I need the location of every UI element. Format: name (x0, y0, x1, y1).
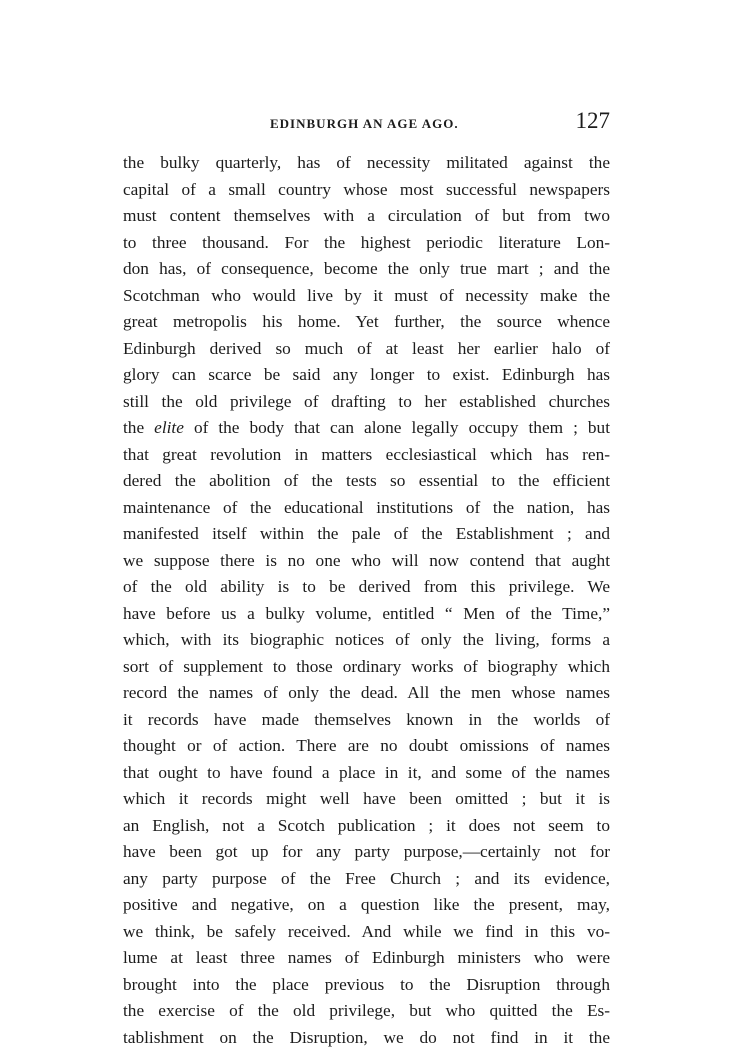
text-line-23: thought or of action. There are no doubt omissions of names (123, 733, 610, 760)
text-line-17: of the old ability is to be derived from this privilege. We (123, 574, 610, 601)
text-line-7: great metropolis his home. Yet further, the source whence (123, 309, 610, 336)
text-line-29: positive and negative, on a question like the present, may, (123, 892, 610, 919)
text-line-26: an English, not a Scotch publication ; it does not seem to (123, 813, 610, 840)
text-line-30: we think, be safely received. And while we find in this vo- (123, 919, 610, 946)
text-line-22: it records have made themselves known in the worlds of (123, 707, 610, 734)
text-line-11-start: the (123, 418, 154, 437)
text-line-6: Scotchman who would live by it must of necessity make the (123, 283, 610, 310)
text-line-32: brought into the place previous to the Disruption through (123, 972, 610, 999)
text-line-8: Edinburgh derived so much of at least her earlier halo of (123, 336, 610, 363)
text-line-21: record the names of only the dead. All the men whose names (123, 680, 610, 707)
text-line-12: that great revolution in matters ecclesiastical which has ren- (123, 442, 610, 469)
text-line-24: that ought to have found a place in it, and some of the names (123, 760, 610, 787)
text-line-27: have been got up for any party purpose,—certainly not for (123, 839, 610, 866)
text-line-31: lume at least three names of Edinburgh ministers who were (123, 945, 610, 972)
text-line-11 (123, 415, 610, 442)
text-line-3: must content themselves with a circulation of but from two (123, 203, 610, 230)
text-line-2: capital of a small country whose most successful newspapers (123, 177, 610, 204)
text-line-15: manifested itself within the pale of the Establishment ; and (123, 521, 610, 548)
text-line-20: sort of supplement to those ordinary works of biography which (123, 654, 610, 681)
body-text (123, 150, 610, 1051)
text-line-16: we suppose there is no one who will now contend that aught (123, 548, 610, 575)
text-line-33: the exercise of the old privilege, but who quitted the Es- (123, 998, 610, 1025)
text-line-11-end: of the body that can alone legally occupy them ; but (184, 418, 610, 437)
text-line-25: which it records might well have been omitted ; but it is (123, 786, 610, 813)
text-line-1: the bulky quarterly, has of necessity militated against the (123, 150, 610, 177)
running-title: EDINBURGH AN AGE AGO. (270, 116, 459, 132)
text-line-10: still the old privilege of drafting to her established churches (123, 389, 610, 416)
text-line-4: to three thousand. For the highest periodic literature Lon- (123, 230, 610, 257)
italic-word-elite: elite (154, 418, 184, 437)
page-number: 127 (576, 108, 611, 134)
text-line-34: tablishment on the Disruption, we do not find in it the (123, 1025, 610, 1051)
text-line-5: don has, of consequence, become the only true mart ; and the (123, 256, 610, 283)
page-header (270, 112, 610, 142)
text-line-14: maintenance of the educational institutions of the nation, has (123, 495, 610, 522)
text-line-18: have before us a bulky volume, entitled “ Men of the Time,” (123, 601, 610, 628)
text-line-28: any party purpose of the Free Church ; and its evidence, (123, 866, 610, 893)
text-line-19: which, with its biographic notices of only the living, forms a (123, 627, 610, 654)
text-line-13: dered the abolition of the tests so essential to the efficient (123, 468, 610, 495)
text-line-9: glory can scarce be said any longer to exist. Edinburgh has (123, 362, 610, 389)
